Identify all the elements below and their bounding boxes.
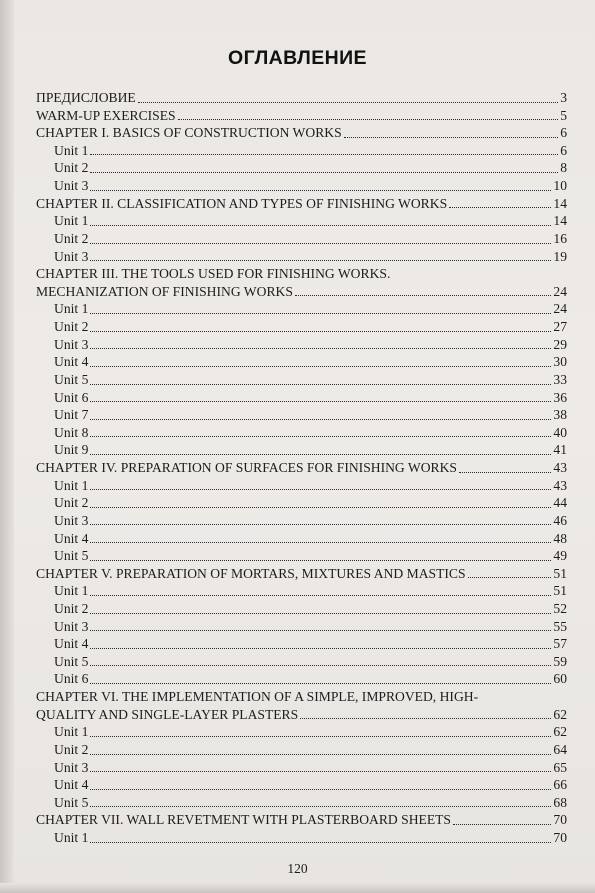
toc-unit-entry — [54, 741, 567, 759]
toc-unit-entry — [54, 530, 567, 548]
dot-leader — [449, 206, 551, 208]
dot-leader — [90, 488, 551, 490]
toc-entry-label: Unit 6 — [54, 389, 89, 405]
dot-leader — [295, 294, 552, 296]
toc-entry-label: CHAPTER VI. THE IMPLEMENTATION OF A SIMPLE, IMPROVED, HIGH- — [36, 689, 479, 705]
toc-entry-page: 43 — [553, 460, 567, 476]
toc-unit-entry — [54, 406, 567, 424]
dot-leader — [90, 189, 551, 191]
page-number: 120 — [287, 861, 308, 876]
dot-leader — [90, 594, 551, 596]
toc-entry-label: Unit 1 — [54, 583, 89, 599]
toc-entry-page: 40 — [553, 424, 567, 440]
toc-chapter-entry — [36, 265, 567, 283]
toc-unit-entry — [54, 159, 567, 177]
toc-entry-page: 44 — [553, 495, 567, 511]
toc-unit-entry — [54, 177, 567, 195]
page-title: ОГЛАВЛЕНИЕ — [228, 47, 367, 69]
toc-unit-entry — [54, 248, 567, 266]
toc-chapter-entry — [36, 283, 567, 301]
dot-leader — [90, 664, 551, 666]
toc-entry-page: 43 — [553, 477, 567, 493]
dot-leader — [90, 612, 551, 614]
toc-unit-entry — [54, 142, 567, 160]
toc-entry-label: Unit 4 — [54, 354, 89, 370]
toc-entry-label: CHAPTER II. CLASSIFICATION AND TYPES OF FINISHING WORKS — [36, 195, 448, 211]
toc-entry-label: CHAPTER III. THE TOOLS USED FOR FINISHING WORKS. — [36, 266, 391, 282]
toc-entry-page: 38 — [553, 407, 567, 423]
dot-leader — [90, 453, 551, 455]
dot-leader — [90, 365, 551, 367]
toc-entry-label: Unit 1 — [54, 724, 89, 740]
dot-leader — [90, 312, 551, 314]
toc-entry-label: Unit 1 — [54, 142, 89, 158]
toc-unit-entry — [54, 635, 567, 653]
dot-leader — [90, 153, 558, 155]
toc-unit-entry — [54, 618, 567, 636]
toc-unit-entry — [54, 512, 567, 530]
dot-leader — [90, 383, 551, 385]
toc-entry-page: 30 — [553, 354, 567, 370]
toc-entry-page: 62 — [553, 724, 567, 740]
dot-leader — [138, 101, 558, 103]
toc-entry-page: 10 — [553, 178, 567, 194]
dot-leader — [90, 347, 551, 349]
toc-unit-entry — [54, 494, 567, 512]
dot-leader — [90, 541, 551, 543]
toc-entry-page: 62 — [553, 706, 567, 722]
toc-entry-label: Unit 5 — [54, 548, 89, 564]
dot-leader — [90, 330, 551, 332]
toc-unit-entry — [54, 477, 567, 495]
page-binding-shadow — [0, 0, 14, 893]
toc-entry-label: CHAPTER VII. WALL REVETMENT WITH PLASTERBOARD SHEETS — [36, 812, 451, 828]
toc-chapter-entry — [36, 195, 567, 213]
toc-entry-page: 33 — [553, 371, 567, 387]
toc-entry-page: 51 — [553, 583, 567, 599]
toc-entry-page: 60 — [553, 671, 567, 687]
toc-entry-label: Unit 2 — [54, 741, 89, 757]
toc-entry-label: Unit 2 — [54, 319, 89, 335]
toc-unit-entry — [54, 670, 567, 688]
toc-entry-page: 36 — [553, 389, 567, 405]
toc-entry-label: Unit 4 — [54, 530, 89, 546]
toc-entry-page: 46 — [553, 512, 567, 528]
toc-entry-label: QUALITY AND SINGLE-LAYER PLASTERS — [36, 706, 299, 722]
toc-entry-page: 24 — [553, 283, 567, 299]
toc-entry-label: Unit 2 — [54, 230, 89, 246]
toc-unit-entry — [54, 547, 567, 565]
dot-leader — [90, 559, 551, 561]
toc-unit-entry — [54, 230, 567, 248]
toc-chapter-entry — [36, 706, 567, 724]
toc-entry-page: 41 — [553, 442, 567, 458]
toc-entry-label: ПРЕДИСЛОВИЕ — [36, 90, 136, 105]
toc-entry-label: CHAPTER V. PREPARATION OF MORTARS, MIXTURES AND MASTICS — [36, 565, 466, 581]
toc-unit-entry — [54, 371, 567, 389]
toc-entry-page: 8 — [560, 160, 567, 176]
toc-unit-entry — [54, 424, 567, 442]
toc-unit-entry — [54, 653, 567, 671]
dot-leader — [90, 753, 551, 755]
dot-leader — [90, 418, 551, 420]
toc-entry-label: Unit 3 — [54, 336, 89, 352]
toc-entry-label: Unit 3 — [54, 248, 89, 264]
dot-leader — [344, 136, 559, 138]
dot-leader — [453, 823, 551, 825]
toc-entry-page: 66 — [553, 777, 567, 793]
toc-entry-label: Unit 4 — [54, 636, 89, 652]
toc-entry-page: 59 — [553, 653, 567, 669]
dot-leader — [90, 770, 551, 772]
dot-leader — [90, 224, 551, 226]
toc-chapter-entry — [36, 89, 567, 107]
toc-entry-label: Unit 3 — [54, 178, 89, 194]
dot-leader — [90, 788, 551, 790]
toc-entry-label: WARM-UP EXERCISES — [36, 107, 176, 123]
toc-unit-entry — [54, 759, 567, 777]
dot-leader — [90, 506, 551, 508]
toc-unit-entry — [54, 794, 567, 812]
toc-entry-page: 24 — [553, 301, 567, 317]
toc-entry-page: 48 — [553, 530, 567, 546]
toc-entry-label: Unit 6 — [54, 671, 89, 687]
toc-entry-label: Unit 1 — [54, 477, 89, 493]
toc-entry-page: 14 — [553, 195, 567, 211]
toc-entry-page: 70 — [553, 830, 567, 846]
toc-entry-page: 16 — [553, 230, 567, 246]
toc-entry-page: 6 — [560, 125, 567, 141]
toc-entry-label: Unit 4 — [54, 777, 89, 793]
toc-unit-entry — [54, 300, 567, 318]
dot-leader — [90, 523, 551, 525]
toc-entry-page: 68 — [553, 794, 567, 810]
toc-unit-entry — [54, 212, 567, 230]
toc-entry-page: 55 — [553, 618, 567, 634]
toc-entry-page: 51 — [553, 565, 567, 581]
toc-entry-page: 49 — [553, 548, 567, 564]
toc-entry-label: Unit 2 — [54, 600, 89, 616]
dot-leader — [300, 717, 551, 719]
toc-entry-label: Unit 2 — [54, 495, 89, 511]
toc-entry-label: Unit 3 — [54, 618, 89, 634]
dot-leader — [90, 171, 558, 173]
toc-unit-entry — [54, 318, 567, 336]
dot-leader — [459, 471, 551, 473]
toc-entry-page: 70 — [553, 812, 567, 828]
toc-unit-entry — [54, 582, 567, 600]
toc-chapter-entry — [36, 124, 567, 142]
toc-entry-label: Unit 5 — [54, 794, 89, 810]
dot-leader — [468, 576, 552, 578]
dot-leader — [90, 242, 551, 244]
dot-leader — [90, 435, 551, 437]
toc-entry-label: CHAPTER I. BASICS OF CONSTRUCTION WORKS — [36, 125, 342, 141]
toc-entry-page: 3 — [560, 90, 567, 105]
toc-entry-page: 65 — [553, 759, 567, 775]
dot-leader — [90, 805, 551, 807]
toc-entry-label: Unit 1 — [54, 301, 89, 317]
toc-chapter-entry — [36, 459, 567, 477]
dot-leader — [90, 735, 551, 737]
toc-entry-page: 64 — [553, 741, 567, 757]
dot-leader — [90, 647, 551, 649]
dot-leader — [90, 841, 551, 843]
toc-entry-label: Unit 3 — [54, 512, 89, 528]
dot-leader — [90, 682, 551, 684]
toc-entry-page: 14 — [553, 213, 567, 229]
toc-chapter-entry — [36, 107, 567, 125]
toc-entry-label: Unit 1 — [54, 830, 89, 846]
toc-unit-entry — [54, 389, 567, 407]
toc-unit-entry — [54, 336, 567, 354]
toc-unit-entry — [54, 441, 567, 459]
toc-entry-label: Unit 5 — [54, 371, 89, 387]
toc-entry-label: Unit 3 — [54, 759, 89, 775]
toc-chapter-entry — [36, 565, 567, 583]
toc-entry-label: Unit 7 — [54, 407, 89, 423]
dot-leader — [90, 400, 551, 402]
toc-unit-entry — [54, 776, 567, 794]
toc-entry-label: Unit 1 — [54, 213, 89, 229]
toc-entry-page: 52 — [553, 600, 567, 616]
toc-unit-entry — [54, 353, 567, 371]
toc-entry-page: 6 — [560, 142, 567, 158]
dot-leader — [178, 118, 559, 120]
toc-unit-entry — [54, 723, 567, 741]
toc-entry-label: Unit 8 — [54, 424, 89, 440]
toc-entry-label: Unit 2 — [54, 160, 89, 176]
dot-leader — [90, 259, 551, 261]
toc-entry-label: CHAPTER IV. PREPARATION OF SURFACES FOR FINISHING WORKS — [36, 460, 457, 476]
toc-entry-page: 19 — [553, 248, 567, 264]
toc-entry-label: Unit 9 — [54, 442, 89, 458]
toc-unit-entry — [54, 600, 567, 618]
toc-entry-page: 29 — [553, 336, 567, 352]
toc-entry-page: 27 — [553, 319, 567, 335]
toc-entry-page: 5 — [560, 107, 567, 123]
toc-entry-page: 57 — [553, 636, 567, 652]
toc-unit-entry — [54, 829, 567, 847]
toc-entry-label: MECHANIZATION OF FINISHING WORKS — [36, 283, 293, 299]
dot-leader — [90, 629, 551, 631]
toc-chapter-entry — [36, 688, 567, 706]
page-bottom-edge — [0, 883, 595, 893]
toc-chapter-entry — [36, 811, 567, 829]
toc-entry-label: Unit 5 — [54, 653, 89, 669]
